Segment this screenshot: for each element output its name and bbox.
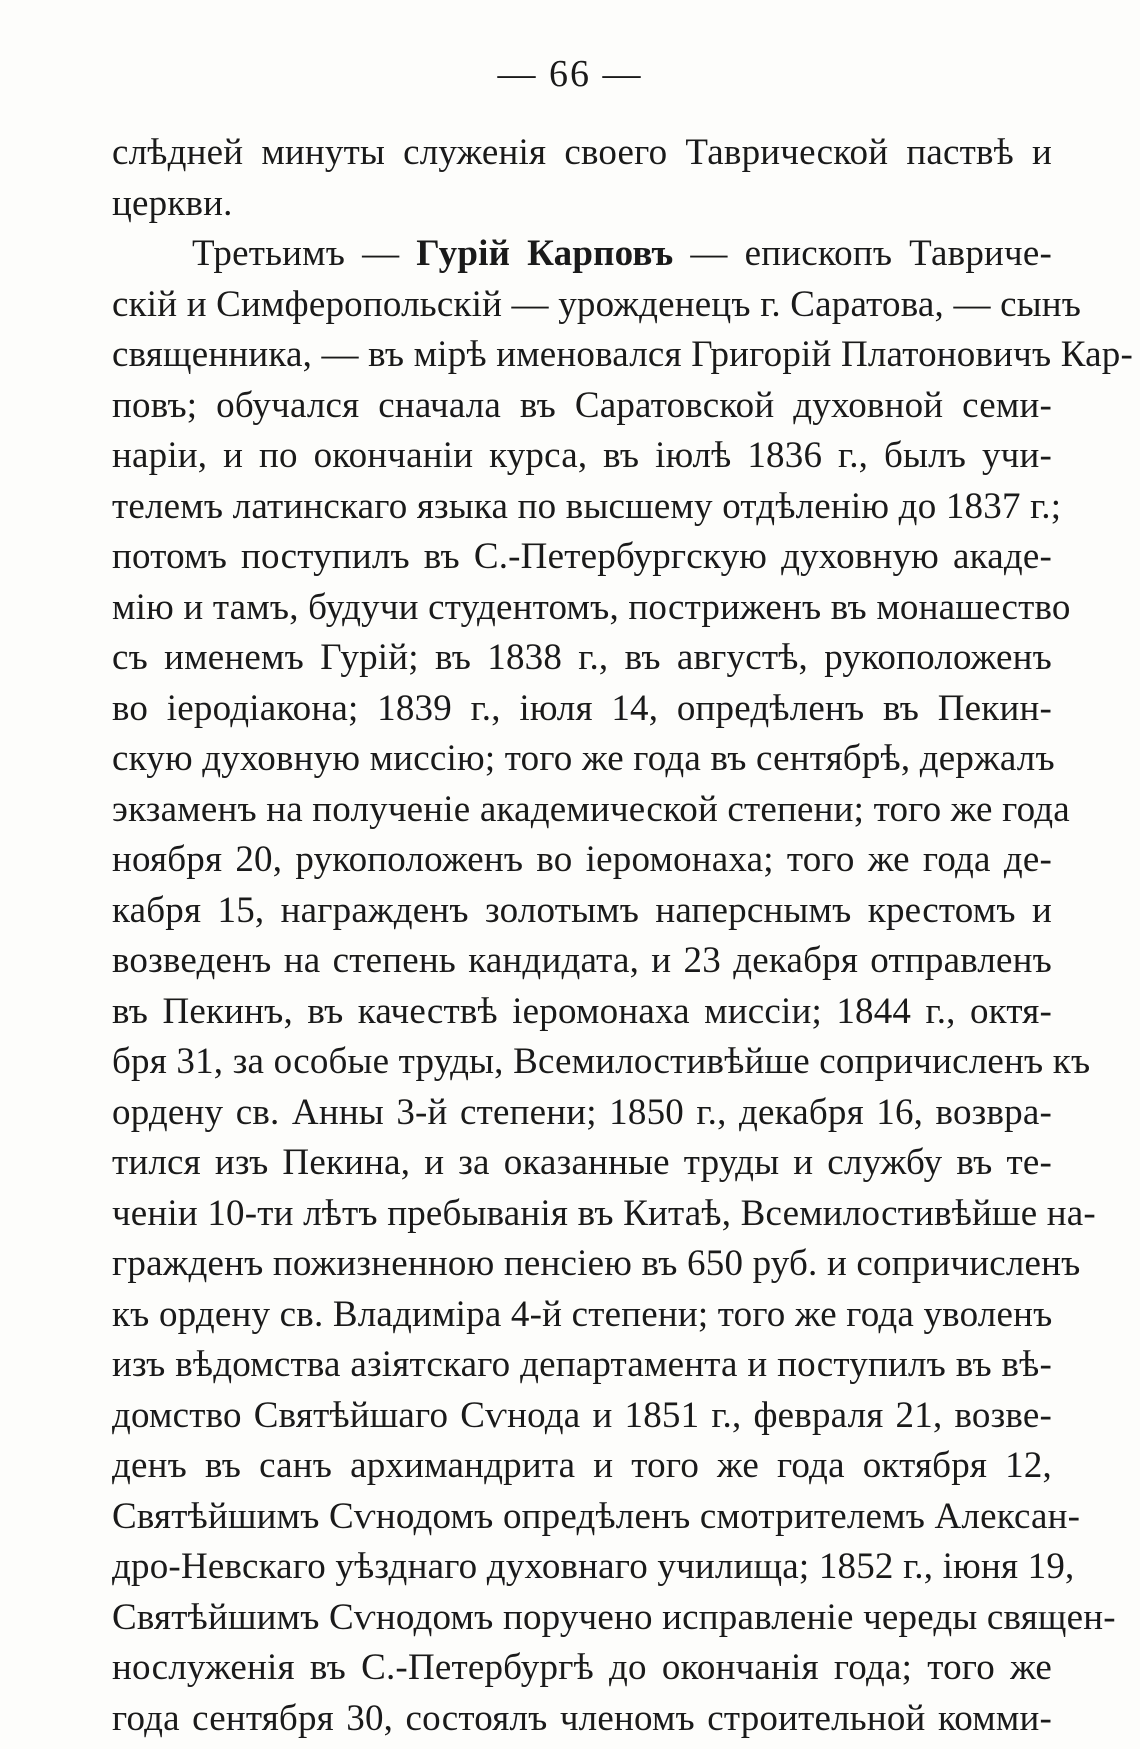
text-line: изъ вѣдомства азіятскаго департамента и поступилъ въ вѣ- bbox=[112, 1344, 1052, 1385]
text-line: церкви. bbox=[112, 182, 233, 224]
text-line: года сентября 30, состоялъ членомъ строительной комми- bbox=[112, 1697, 1052, 1739]
text-line-heading bbox=[112, 229, 1052, 280]
text-fragment: Третьимъ — bbox=[192, 233, 417, 274]
text-line: во іеродіакона; 1839 г., іюля 14, опредѣленъ въ Пекин- bbox=[112, 687, 1052, 729]
text-line: въ Пекинъ, въ качествѣ іеромонаха миссіи; 1844 г., октя- bbox=[112, 990, 1052, 1032]
text-line: Святѣйшимъ Сѵнодомъ поручено исправленіе череды священ- bbox=[112, 1596, 1116, 1638]
text-line: ченіи 10-ти лѣтъ пребыванія въ Китаѣ, Всемилостивѣйше на- bbox=[112, 1192, 1096, 1234]
text-line: экзаменъ на полученіе академической степени; того же года bbox=[112, 788, 1070, 830]
text-fragment: — епископъ Тавриче- bbox=[673, 233, 1052, 274]
text-line: возведенъ на степень кандидата, и 23 декабря отправленъ bbox=[112, 940, 1052, 981]
text-line: домство Святѣйшаго Сѵнода и 1851 г., февраля 21, возве- bbox=[112, 1394, 1052, 1436]
text-line: съ именемъ Гурій; въ 1838 г., въ августѣ, рукоположенъ bbox=[112, 637, 1052, 678]
text-line: ордену св. Анны 3-й степени; 1850 г., декабря 16, возвра- bbox=[112, 1091, 1052, 1133]
text-line: мію и тамъ, будучи студентомъ, постриженъ въ монашество bbox=[112, 586, 1071, 628]
text-line: слѣдней минуты служенія своего Таврической паствѣ и bbox=[112, 132, 1052, 173]
text-line: повъ; обучался сначала въ Саратовской духовной семи- bbox=[112, 384, 1052, 426]
body-text bbox=[112, 128, 1133, 1744]
text-line: Святѣйшимъ Сѵнодомъ опредѣленъ смотрителемъ Алексан- bbox=[112, 1495, 1081, 1537]
page-number: — 66 — bbox=[497, 53, 643, 95]
text-line: тился изъ Пекина, и за оказанные труды и службу въ те- bbox=[112, 1142, 1052, 1183]
text-line: къ ордену св. Владиміра 4-й степени; того же года уволенъ bbox=[112, 1293, 1053, 1335]
text-line: священника, — въ мірѣ именовался Григорій Платоновичъ Кар- bbox=[112, 334, 1133, 375]
text-line: гражденъ пожизненною пенсіею въ 650 руб. и сопричисленъ bbox=[112, 1243, 1081, 1284]
text-line: ноября 20, рукоположенъ во іеромонаха; того же года де- bbox=[112, 839, 1052, 880]
text-line: скій и Симферопольскій — урожденецъ г. Саратова, — сынъ bbox=[112, 283, 1082, 325]
person-name: Гурій Карповъ bbox=[416, 233, 674, 274]
text-line: скую духовную миссію; того же года въ сентябрѣ, держалъ bbox=[112, 738, 1055, 779]
text-line: нослуженія въ С.-Петербургѣ до окончанія года; того же bbox=[112, 1647, 1052, 1688]
text-line: телемъ латинскаго языка по высшему отдѣленію до 1837 г.; bbox=[112, 485, 1062, 527]
text-line: дро-Невскаго уѣзднаго духовнаго училища; 1852 г., іюня 19, bbox=[112, 1546, 1075, 1587]
text-line: денъ въ санъ архимандрита и того же года октября 12, bbox=[112, 1445, 1052, 1486]
text-line: кабря 15, награжденъ золотымъ наперснымъ крестомъ и bbox=[112, 889, 1052, 931]
text-line: бря 31, за особые труды, Всемилостивѣйше сопричисленъ къ bbox=[112, 1041, 1091, 1082]
text-line: наріи, и по окончаніи курса, въ іюлѣ 1836 г., былъ учи- bbox=[112, 435, 1052, 476]
text-line: потомъ поступилъ въ С.-Петербургскую духовную акаде- bbox=[112, 536, 1052, 577]
